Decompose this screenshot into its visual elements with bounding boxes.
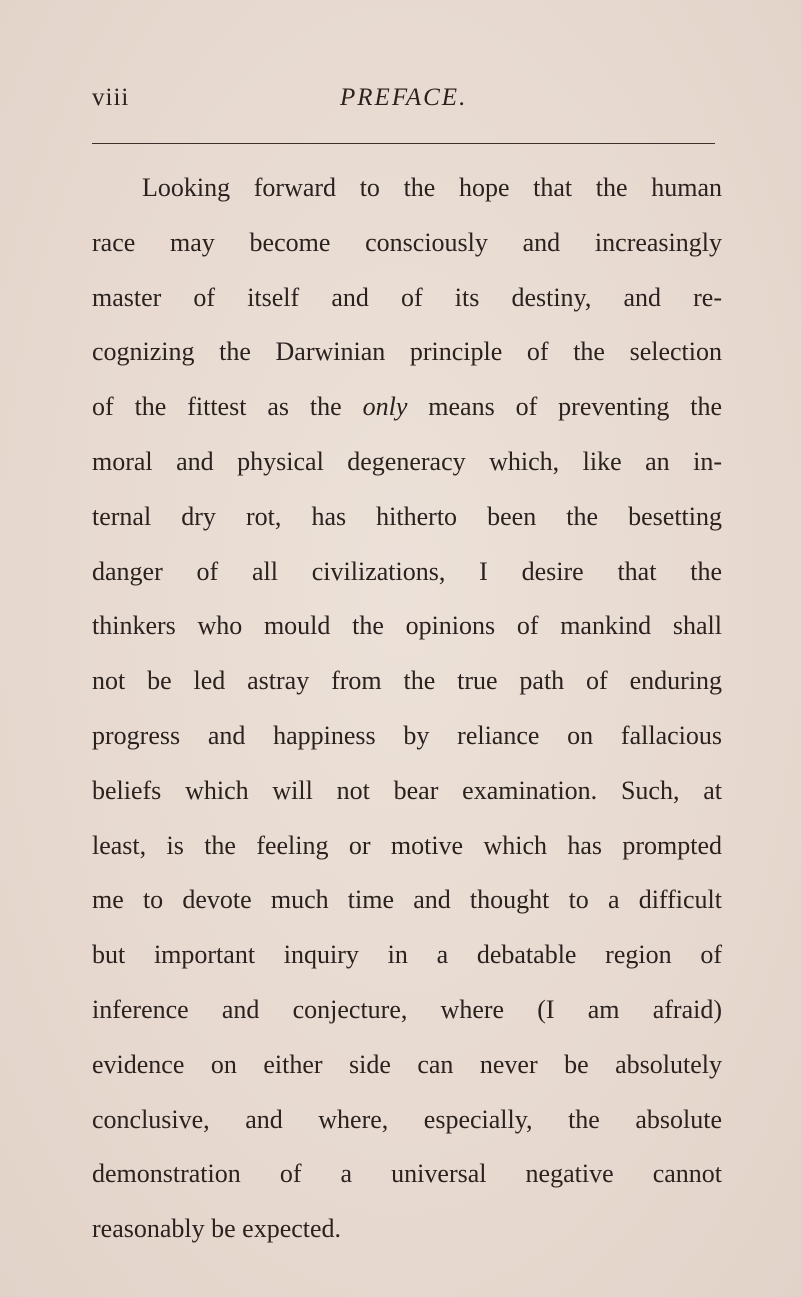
header-rule — [92, 143, 715, 144]
text-line: progress and happiness by reliance on fallacious — [92, 720, 722, 750]
text-line: Looking forward to the hope that the human — [142, 173, 722, 202]
text-line: master of itself and of its destiny, and re- — [92, 282, 722, 312]
text-line — [92, 385, 722, 440]
text-line: me to devote much time and thought to a difficult — [92, 885, 722, 915]
text-line: reasonably be expected. — [92, 1214, 342, 1244]
running-title: PREFACE. — [340, 84, 468, 111]
text-line: thinkers who mould the opinions of mankind shall — [92, 611, 722, 641]
text-segment: means of preventing the — [428, 392, 723, 422]
text-line: but important inquiry in a debatable region of — [92, 940, 722, 970]
preface-paragraph — [92, 166, 722, 1262]
text-line: demonstration of a universal negative cannot — [92, 1159, 722, 1189]
running-head — [92, 84, 715, 120]
text-line: evidence on either side can never be absolutely — [92, 1049, 722, 1079]
text-line: inference and conjecture, where (I am afraid) — [92, 994, 722, 1024]
text-line: race may become consciously and increasingly — [92, 227, 722, 257]
text-line: beliefs which will not bear examination. Such, at — [92, 775, 722, 805]
text-segment: of the fittest as the — [92, 392, 342, 422]
text-line: ternal dry rot, has hitherto been the besetting — [92, 501, 722, 531]
text-line: cognizing the Darwinian principle of the selection — [92, 337, 722, 367]
text-line: conclusive, and where, especially, the absolute — [92, 1104, 722, 1134]
text-line: moral and physical degeneracy which, like an in- — [92, 446, 722, 476]
text-line: not be led astray from the true path of enduring — [92, 666, 722, 696]
page-number: viii — [92, 84, 130, 111]
text-line: danger of all civilizations, I desire that the — [92, 556, 722, 586]
emphasized-word: only — [362, 392, 408, 422]
text-line: least, is the feeling or motive which has prompted — [92, 830, 722, 860]
